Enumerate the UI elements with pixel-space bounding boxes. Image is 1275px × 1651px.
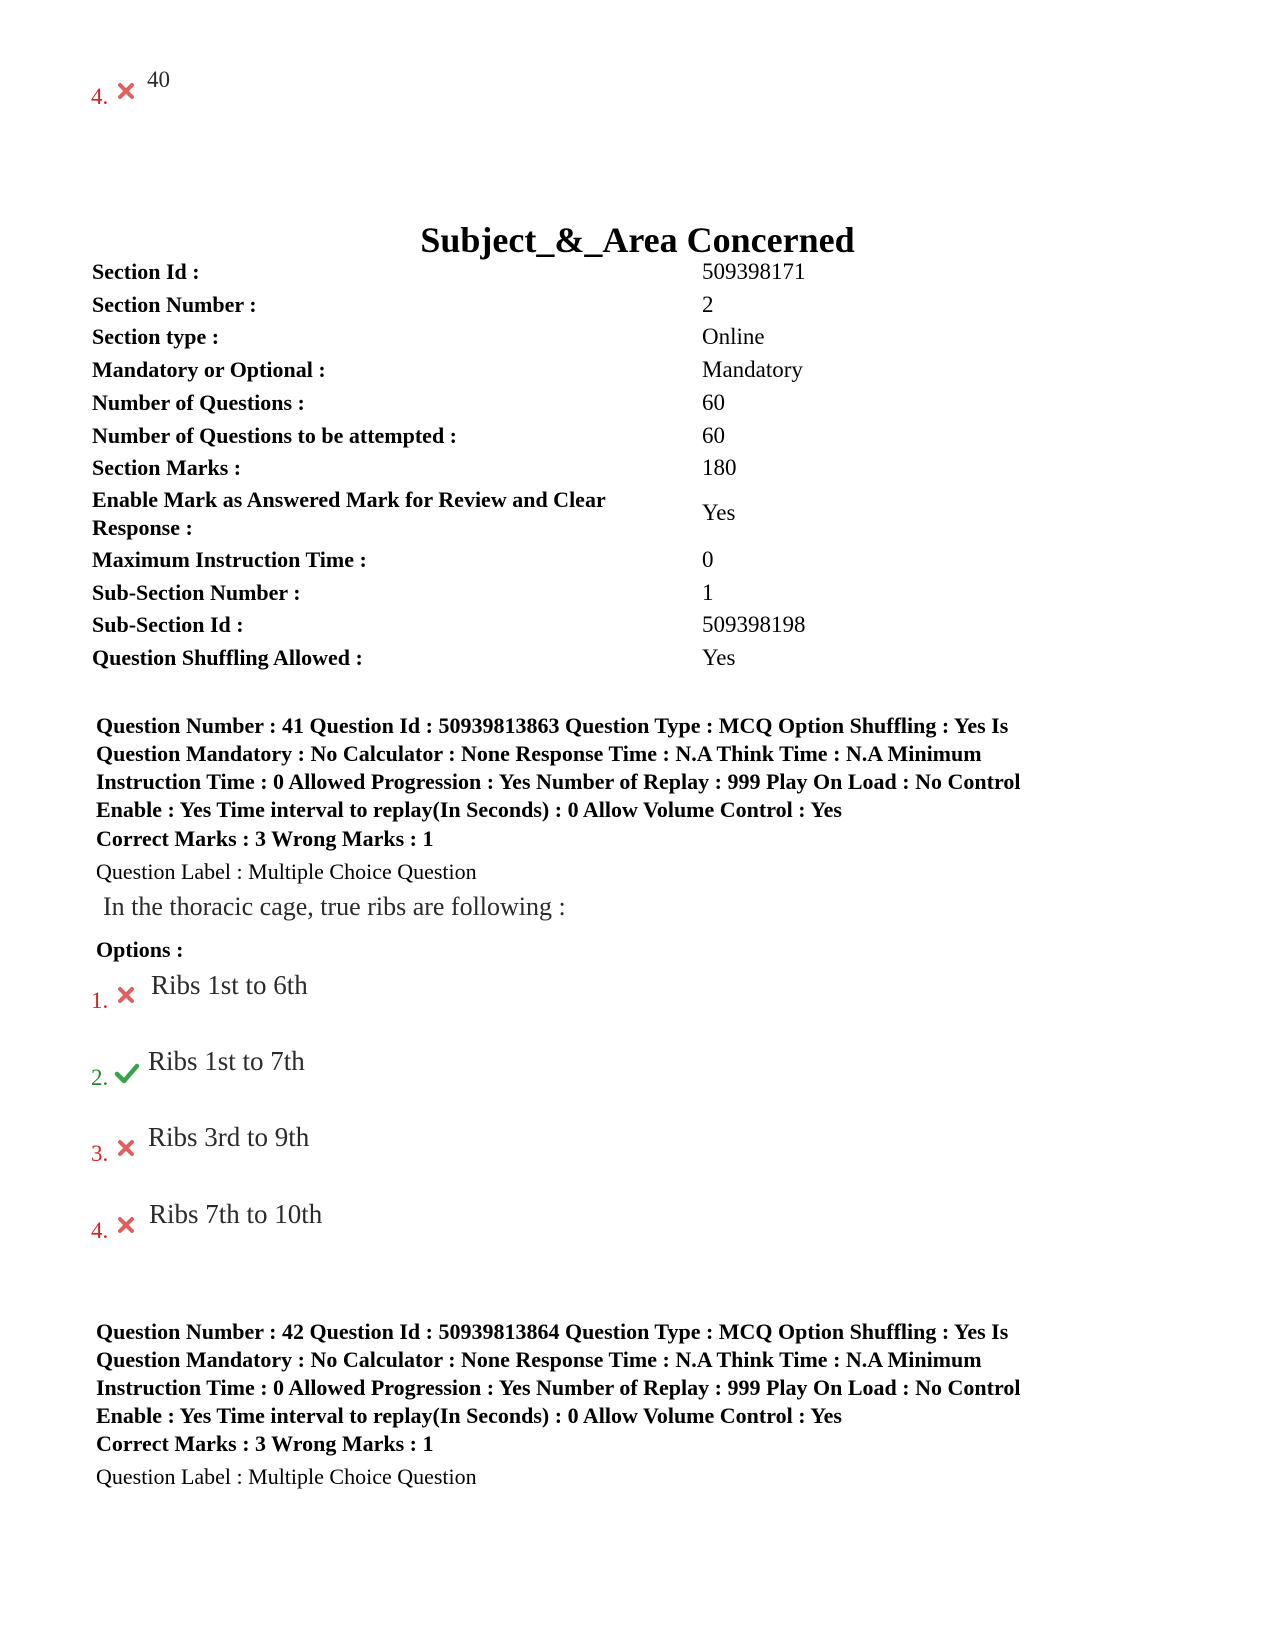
row-label: Section type : — [92, 324, 220, 349]
question-label: Question Label : Multiple Choice Question — [96, 1464, 477, 1489]
row-value: 1 — [702, 580, 714, 605]
section-title: Subject_&_Area Concerned — [420, 220, 855, 260]
row-label: Number of Questions to be attempted : — [92, 423, 458, 448]
row-value: 2 — [702, 292, 714, 317]
meta-line: Question Mandatory : No Calculator : None Response Time : N.A Think Time : N.A Minimum — [96, 741, 982, 766]
cross-icon — [116, 985, 136, 1005]
row-value: 509398198 — [702, 612, 806, 637]
option-number: 3. — [91, 1141, 109, 1166]
option-text: 40 — [147, 67, 170, 92]
section-row — [92, 389, 1192, 423]
section-row — [92, 486, 1192, 546]
section-row — [92, 323, 1192, 357]
section-row — [92, 356, 1192, 390]
row-label: Section Number : — [92, 292, 257, 317]
row-value: Online — [702, 324, 765, 349]
option-number: 1. — [91, 988, 109, 1013]
row-label: Section Marks : — [92, 455, 242, 480]
meta-line: Instruction Time : 0 Allowed Progression : Yes Number of Replay : 999 Play On Load : No Control — [96, 769, 1021, 794]
meta-line: Enable : Yes Time interval to replay(In Seconds) : 0 Allow Volume Control : Yes — [96, 797, 842, 822]
section-row — [92, 644, 1192, 678]
row-label: Sub-Section Number : — [92, 580, 301, 605]
meta-line: Question Number : 42 Question Id : 50939813864 Question Type : MCQ Option Shuffling : Yes Is — [96, 1319, 1009, 1344]
option-text: Ribs 7th to 10th — [149, 1199, 323, 1229]
meta-line: Instruction Time : 0 Allowed Progression : Yes Number of Replay : 999 Play On Load : No Control — [96, 1375, 1021, 1400]
check-icon — [114, 1062, 140, 1084]
row-label: Number of Questions : — [92, 390, 305, 415]
row-label: Section Id : — [92, 259, 200, 284]
row-label: Maximum Instruction Time : — [92, 547, 367, 572]
question-label: Question Label : Multiple Choice Question — [96, 859, 477, 884]
option-text: Ribs 1st to 6th — [151, 970, 308, 1000]
section-row — [92, 422, 1192, 456]
meta-line: Question Mandatory : No Calculator : None Response Time : N.A Think Time : N.A Minimum — [96, 1347, 982, 1372]
option-number: 4. — [91, 1218, 109, 1243]
meta-line: Enable : Yes Time interval to replay(In Seconds) : 0 Allow Volume Control : Yes — [96, 1403, 842, 1428]
row-label: Sub-Section Id : — [92, 612, 244, 637]
question-marks: Correct Marks : 3 Wrong Marks : 1 — [96, 826, 434, 851]
row-value: Yes — [702, 645, 736, 670]
question-meta — [96, 1318, 1206, 1430]
row-label: Question Shuffling Allowed : — [92, 645, 363, 670]
row-value: 0 — [702, 547, 714, 572]
section-row — [92, 258, 1192, 292]
question-text: In the thoracic cage, true ribs are following : — [103, 892, 566, 921]
row-value: 180 — [702, 455, 737, 480]
option-text: Ribs 3rd to 9th — [148, 1122, 310, 1152]
cross-icon — [116, 81, 136, 101]
cross-icon — [116, 1215, 136, 1235]
option-number: 2. — [91, 1065, 109, 1090]
row-value: 60 — [702, 390, 725, 415]
section-row — [92, 611, 1192, 645]
section-row — [92, 291, 1192, 325]
section-row — [92, 579, 1192, 613]
option-text: Ribs 1st to 7th — [148, 1046, 305, 1076]
row-label-line: Enable Mark as Answered Mark for Review and Clear — [92, 487, 606, 512]
meta-line: Question Number : 41 Question Id : 50939813863 Question Type : MCQ Option Shuffling : Yes Is — [96, 713, 1009, 738]
row-value: 60 — [702, 423, 725, 448]
section-row — [92, 454, 1192, 488]
option-number: 4. — [91, 84, 109, 109]
row-value: Mandatory — [702, 357, 803, 382]
row-label-line: Response : — [92, 515, 193, 540]
row-value: Yes — [702, 500, 736, 525]
question-marks: Correct Marks : 3 Wrong Marks : 1 — [96, 1431, 434, 1456]
cross-icon — [116, 1138, 136, 1158]
options-label: Options : — [96, 937, 184, 962]
question-meta — [96, 712, 1206, 824]
row-label: Mandatory or Optional : — [92, 357, 326, 382]
section-row — [92, 546, 1192, 580]
row-label — [92, 486, 682, 542]
row-value: 509398171 — [702, 259, 806, 284]
